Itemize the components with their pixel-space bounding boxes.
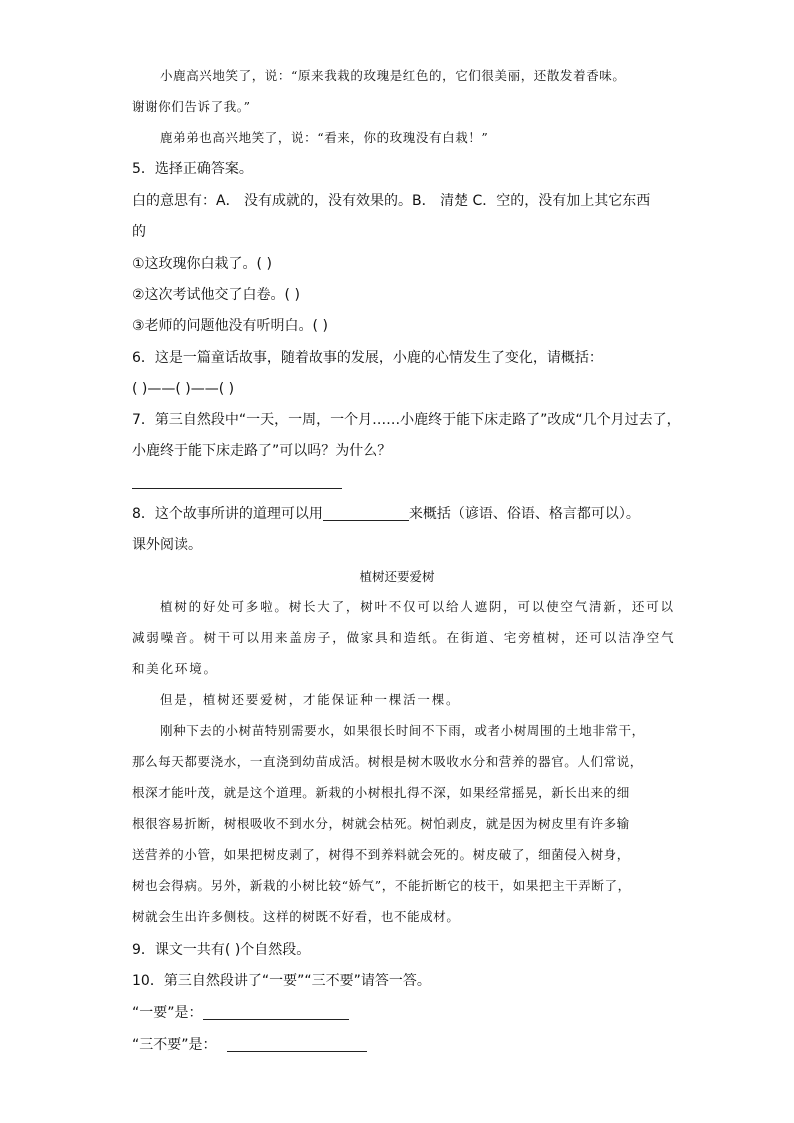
question-7-answer-line bbox=[132, 488, 342, 489]
article-para-3-line-5: 送营养的小管，如果把树皮剥了，树得不到养料就会死的。树皮破了，细菌侵入树身， bbox=[132, 847, 630, 862]
question-5-definitions-cont: 的 bbox=[132, 224, 146, 240]
question-10-part-a-label: “一要”是： bbox=[132, 1005, 203, 1021]
story-paragraph-1: 小鹿高兴地笑了，说：“原来我栽的玫瑰是红色的，它们很美丽，还散发着香味。 bbox=[160, 68, 626, 83]
question-10-part-b bbox=[132, 1035, 367, 1055]
question-6-title: 6．这是一篇童话故事，随着故事的发展，小鹿的心情发生了变化，请概括： bbox=[132, 350, 603, 366]
article-para-3-line-7: 树就会生出许多侧枝。这样的树既不好看，也不能成材。 bbox=[132, 909, 460, 924]
question-5-sentence-2: ②这次考试他交了白卷。( ) bbox=[132, 287, 300, 303]
question-5-title: 5．选择正确答案。 bbox=[132, 161, 253, 177]
article-para-3-line-3: 根深才能叶茂，就是这个道理。新栽的小树根扎得不深，如果经常摇晃，新长出来的细 bbox=[132, 785, 630, 800]
article-title: 植树还要爱树 bbox=[359, 569, 435, 584]
article-para-1-line-1: 植树的好处可多啦。树长大了，树叶不仅可以给人遮阴，可以使空气清新，还可以 bbox=[160, 599, 675, 614]
question-7-line-1: 7．第三自然段中“一天，一周，一个月……小鹿终于能下床走路了”改成“几个月过去了， bbox=[132, 412, 681, 428]
article-para-3-line-1: 刚种下去的小树苗特别需要水，如果很长时间不下雨，或者小树周围的土地非常干， bbox=[160, 723, 645, 738]
question-8 bbox=[132, 504, 640, 524]
question-5-sentence-3: ③老师的问题他没有听明白。( ) bbox=[132, 318, 328, 334]
question-10-part-b-label: “三不要”是： bbox=[132, 1037, 217, 1053]
article-para-2: 但是，植树还要爱树，才能保证种一棵活一棵。 bbox=[160, 692, 461, 707]
story-paragraph-1-cont: 谢谢你们告诉了我。” bbox=[132, 99, 251, 114]
question-8-prefix: 8．这个故事所讲的道理可以用 bbox=[132, 506, 323, 522]
question-10-part-a-blank bbox=[203, 1005, 349, 1020]
question-7-line-2: 小鹿终于能下床走路了”可以吗？为什么？ bbox=[132, 443, 392, 459]
article-para-3-line-2: 那么每天都要浇水，一直浇到幼苗成活。树根是树木吸收水分和营养的器官。人们常说， bbox=[132, 754, 643, 769]
question-5-definitions: 白的意思有：A． 没有成就的，没有效果的。B． 清楚 C．空的，没有加上其它东西 bbox=[132, 193, 651, 209]
question-8-answer-blank bbox=[323, 506, 409, 521]
article-para-1-line-2: 减弱噪音。树干可以用来盖房子，做家具和造纸。在街道、宅旁植树，还可以洁净空气 bbox=[132, 630, 676, 645]
question-6-blanks: ( )——( )——( ) bbox=[132, 381, 235, 397]
article-para-3-line-6: 树也会得病。另外，新栽的小树比较“娇气”，不能折断它的枝干，如果把主干弄断了， bbox=[132, 878, 631, 893]
question-10-part-a bbox=[132, 1003, 349, 1023]
question-8-suffix: 来概括（谚语、俗语、格言都可以）。 bbox=[408, 506, 640, 522]
question-9: 9．课文一共有( )个自然段。 bbox=[132, 942, 311, 958]
question-10-part-b-blank bbox=[227, 1037, 367, 1052]
question-5-sentence-1: ①这玫瑰你白栽了。( ) bbox=[132, 256, 272, 272]
article-para-1-line-3: 和美化环境。 bbox=[132, 661, 218, 676]
story-paragraph-2: 鹿弟弟也高兴地笑了，说：“看来，你的玫瑰没有白栽！” bbox=[160, 130, 489, 145]
section-label: 课外阅读。 bbox=[132, 537, 202, 553]
article-para-3-line-4: 根很容易折断，树根吸收不到水分，树就会枯死。树怕剥皮，就是因为树皮里有许多输 bbox=[132, 816, 630, 831]
question-10-title: 10．第三自然段讲了“一要”“三不要”请答一答。 bbox=[132, 973, 431, 989]
